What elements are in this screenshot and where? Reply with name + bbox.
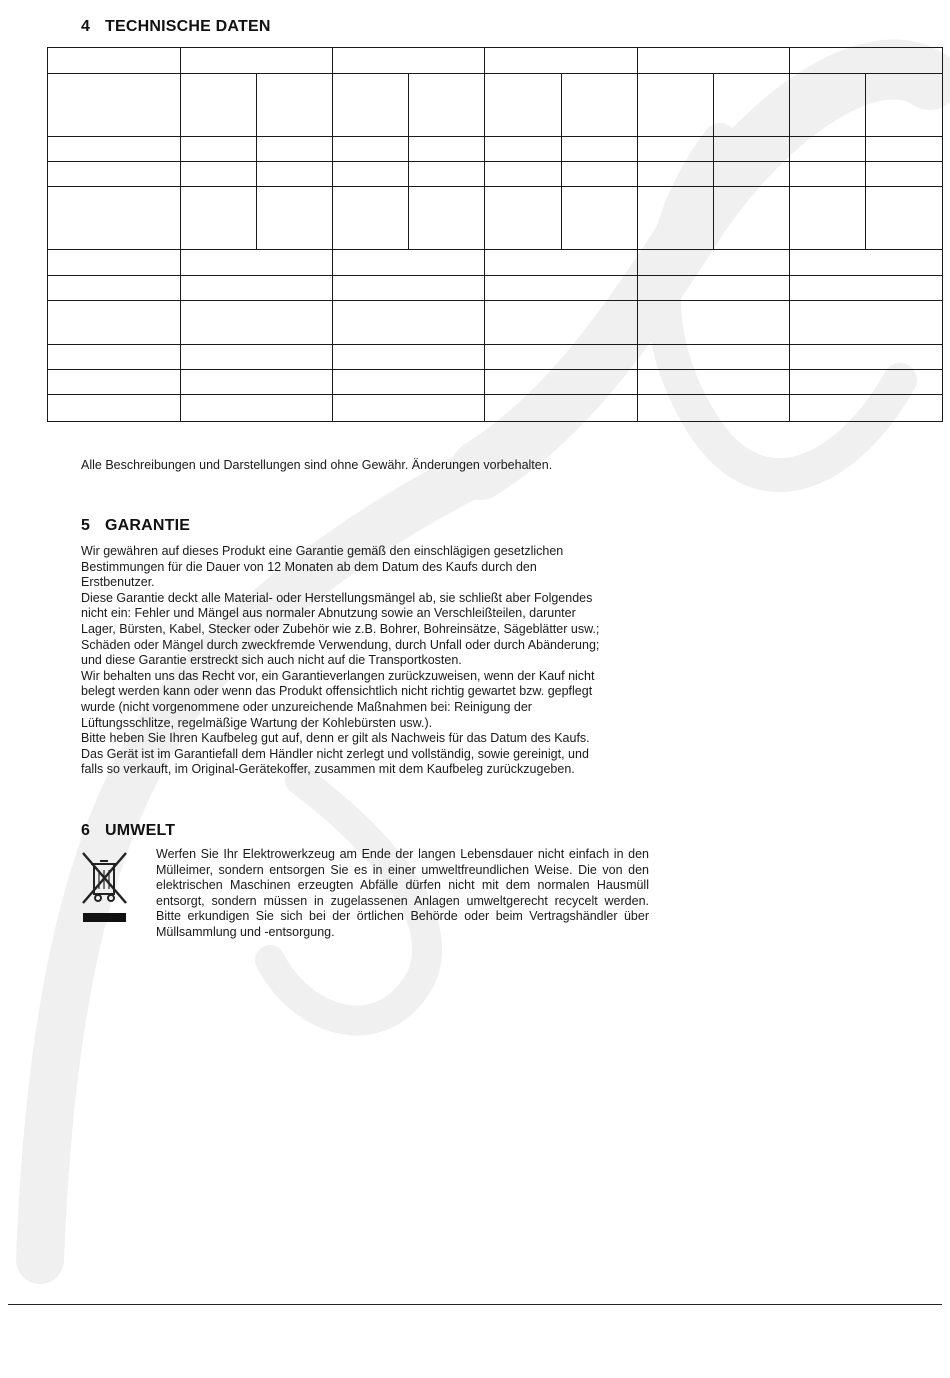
table-row [48,137,943,162]
table-cell [562,74,638,137]
table-cell [714,137,790,162]
table-cell [333,74,409,137]
table-cell [562,162,638,187]
table-row [48,276,943,301]
section-number: 5 [81,517,91,534]
table-cell [638,162,714,187]
table-cell [181,301,333,345]
table-row [48,48,943,74]
table-cell [485,162,562,187]
warranty-line: Das Gerät ist im Garantiefall dem Händler nicht zerlegt und vollständig, sowie gereinigt, und [81,746,589,761]
table-cell [48,137,181,162]
table-cell [48,395,181,422]
table-cell [333,250,485,276]
table-cell [181,48,333,74]
table-cell [485,395,638,422]
warranty-line: Bitte heben Sie Ihren Kaufbeleg gut auf, denn er gilt als Nachweis für das Datum des Kaufs. [81,731,590,746]
table-cell [638,74,714,137]
section-title: GARANTIE [105,517,191,534]
table-row [48,250,943,276]
warranty-line: Wir behalten uns das Recht vor, ein Garantieverlangen zurückzuweisen, wenn der Kauf nicht [81,668,595,683]
table-row [48,345,943,370]
table-cell [257,137,333,162]
table-cell [181,370,333,395]
table-cell [638,301,790,345]
warranty-line: wurde (nicht vorgenommene oder unzureichende Maßnahmen bei: Reinigung der [81,699,532,714]
table-cell [714,74,790,137]
environment-text: Werfen Sie Ihr Elektrowerkzeug am Ende der langen Lebensdauer nicht einfach in den Mülleimer, sondern entsorgen Sie es in einer umweltfreundlichen Weise. Die von den elektrischen Maschinen erzeugten Abfälle dürfen nicht mit dem normalen Hausmüll entsorgt, sondern müssen in zugelassenen Anlagen umweltgerecht recycelt werden. Bitte erkundigen Sie sich bei der örtlichen Behörde oder beim Vertragshändler über Müllsammlung und -entsorgung. [156,847,649,939]
table-row [48,301,943,345]
table-cell [333,301,485,345]
table-cell [48,276,181,301]
table-cell [866,187,943,250]
table-cell [48,48,181,74]
table-cell [333,187,409,250]
table-cell [485,187,562,250]
table-cell [638,48,790,74]
table-cell [866,74,943,137]
table-cell [790,187,866,250]
table-cell [638,187,714,250]
table-cell [333,137,409,162]
table-cell [48,187,181,250]
warranty-line: Bestimmungen für die Dauer von 12 Monaten ab dem Datum des Kaufs durch den [81,559,537,574]
disclaimer-note: Alle Beschreibungen und Darstellungen sind ohne Gewähr. Änderungen vorbehalten. [81,458,553,472]
warranty-line: und diese Garantie erstreckt sich auch nicht auf die Transportkosten. [81,653,462,668]
table-cell [485,74,562,137]
table-cell [48,74,181,137]
table-cell [409,137,485,162]
section-number: 4 [81,18,91,35]
section-title: TECHNISCHE DATEN [105,18,271,35]
table-cell [409,74,485,137]
table-cell [790,137,866,162]
section-4-heading [81,18,271,36]
section-number: 6 [81,822,91,839]
warranty-text [81,544,646,778]
table-cell [181,345,333,370]
table-row [48,395,943,422]
table-cell [181,250,333,276]
table-cell [485,276,638,301]
warranty-line: Lager, Bürsten, Kabel, Stecker oder Zubehör wie z.B. Bohrer, Bohreinsätze, Sägeblätter usw.; [81,621,600,636]
table-cell [485,370,638,395]
table-cell [714,162,790,187]
table-cell [638,250,790,276]
section-6-heading [81,822,175,840]
table-cell [333,276,485,301]
table-cell [181,187,257,250]
table-cell [48,250,181,276]
technical-data-table [47,47,943,422]
table-cell [790,345,943,370]
table-cell [48,301,181,345]
table-cell [866,162,943,187]
table-cell [333,48,485,74]
warranty-line: Schäden oder Mängel durch zweckfremde Verwendung, durch Unfall oder durch Abänderung; [81,637,600,652]
table-cell [790,74,866,137]
crossed-out-wheelie-bin-icon [80,851,130,927]
table-cell [790,162,866,187]
warranty-line: Erstbenutzer. [81,575,155,590]
warranty-line: nicht ein: Fehler und Mängel aus normaler Abnutzung sowie an Verschleißteilen, darunter [81,606,576,621]
table-cell [409,162,485,187]
table-cell [714,187,790,250]
footer-divider [8,1304,942,1305]
table-cell [866,137,943,162]
table-cell [485,48,638,74]
table-cell [48,370,181,395]
table-row [48,74,943,137]
section-title: UMWELT [105,822,176,839]
table-cell [562,137,638,162]
table-row [48,187,943,250]
table-cell [790,250,943,276]
table-cell [638,395,790,422]
table-cell [181,137,257,162]
table-cell [333,395,485,422]
table-cell [485,345,638,370]
warranty-line: Lüftungsschlitze, regelmäßige Wartung der Kohlebürsten usw.). [81,715,433,730]
warranty-line: falls so verkauft, im Original-Gerätekoffer, zusammen mit dem Kaufbeleg zurückzugeben. [81,762,575,777]
table-cell [638,137,714,162]
table-cell [638,370,790,395]
table-cell [48,162,181,187]
table-cell [409,187,485,250]
table-cell [181,162,257,187]
table-cell [181,276,333,301]
table-cell [181,395,333,422]
warranty-line: Wir gewähren auf dieses Produkt eine Garantie gemäß den einschlägigen gesetzlichen [81,544,564,558]
table-cell [638,345,790,370]
table-cell [790,48,943,74]
table-cell [257,187,333,250]
table-cell [257,162,333,187]
table-cell [485,301,638,345]
table-cell [257,74,333,137]
table-row [48,162,943,187]
table-cell [48,345,181,370]
table-cell [181,74,257,137]
table-cell [333,345,485,370]
table-cell [790,370,943,395]
table-row [48,370,943,395]
table-cell [790,301,943,345]
table-cell [790,395,943,422]
table-cell [562,187,638,250]
warranty-line: belegt werden kann oder wenn das Produkt offensichtlich nicht richtig gewartet bzw. gepflegt [81,684,593,699]
table-cell [333,370,485,395]
table-cell [485,137,562,162]
warranty-line: Diese Garantie deckt alle Material- oder Herstellungsmängel ab, sie schließt aber Folgendes [81,590,593,605]
table-cell [638,276,790,301]
table-cell [333,162,409,187]
table-cell [790,276,943,301]
section-5-heading [81,517,190,535]
table-cell [485,250,638,276]
